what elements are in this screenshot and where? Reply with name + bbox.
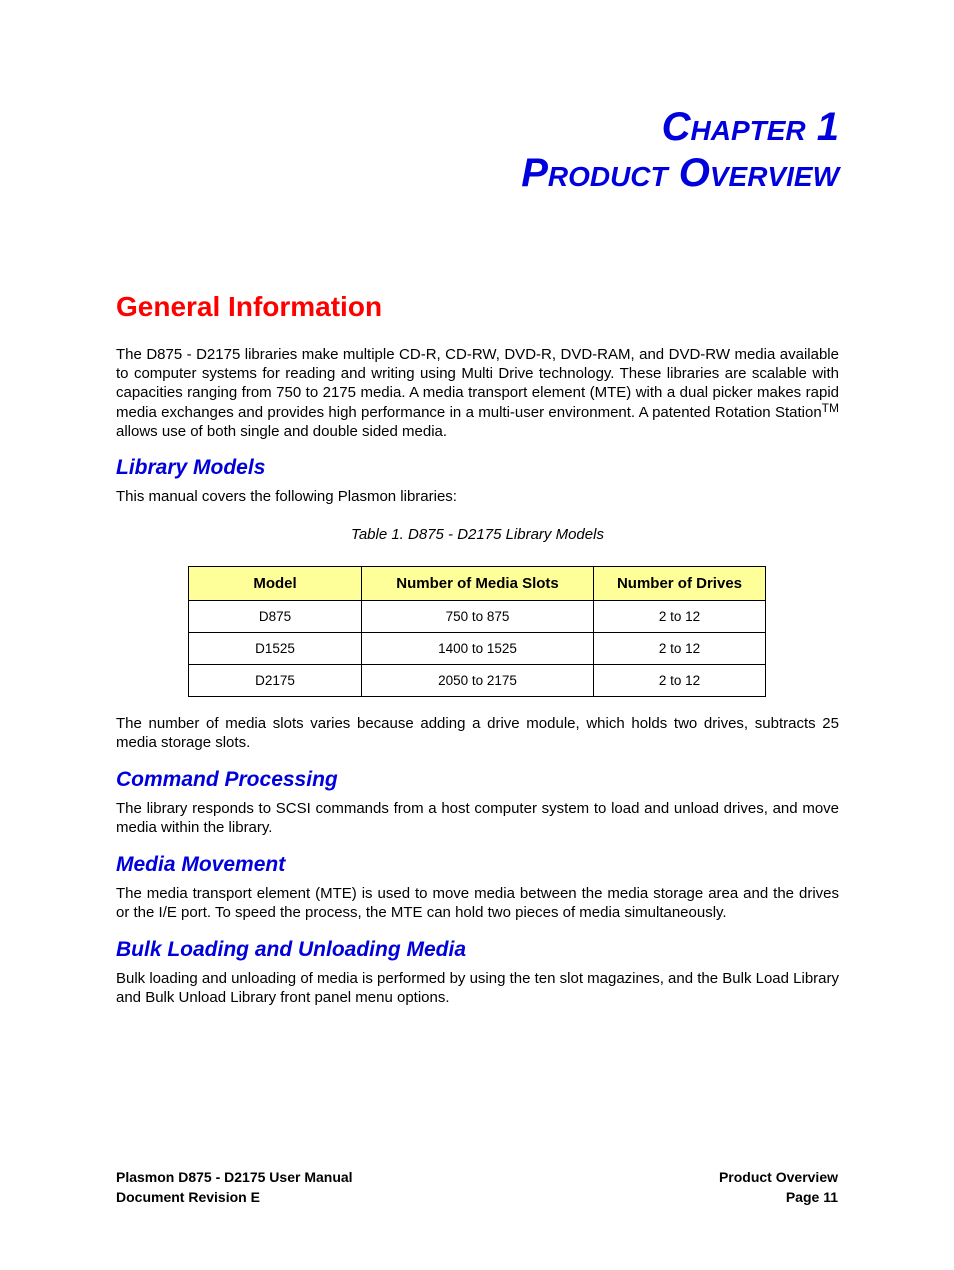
command-processing-heading: Command Processing [116,768,338,791]
column-header: Number of Drives [594,567,766,601]
column-header: Number of Media Slots [362,567,594,601]
media-movement-heading: Media Movement [116,853,286,876]
library-models-intro: This manual covers the following Plasmon libraries: [116,488,457,505]
table-cell: 2 to 12 [594,633,766,665]
table-cell: 2 to 12 [594,665,766,697]
table-row [189,665,766,697]
trademark-symbol: TM [821,400,839,415]
table-cell: 1400 to 1525 [362,633,594,665]
table-row [189,633,766,665]
footer-right [719,1168,838,1207]
footer-page-number: Page 11 [785,1188,838,1205]
footer-revision: Document Revision E [116,1188,260,1205]
general-information-paragraph: The D875 - D2175 libraries make multiple CD-R, CD-RW, DVD-R, DVD-RAM, and DVD-RW media available to computer systems for reading and writing using Multi Drive technology. These libraries are scalable with capacities ranging from 750 to 2175 media. A media transport element (MTE) with a dual picker makes rapid media exchanges and provides high performance in a multi-user environment. A patented Rotation Station™ allows use of both single and double sided media. [116,346,839,440]
library-models-table [188,566,766,697]
chapter-number: Chapter 1 [661,105,839,149]
footer-left [116,1168,353,1207]
table-cell: 2 to 12 [594,601,766,633]
table-caption: Table 1. D875 - D2175 Library Models [351,526,604,543]
media-movement-paragraph: The media transport element (MTE) is used to move media between the media storage area and the drives or the I/E port. To speed the process, the MTE can hold two pieces of media simultaneously. [116,885,839,922]
command-processing-paragraph: The library responds to SCSI commands from a host computer system to load and unload drives, and move media within the library. [116,800,839,837]
table-row [189,601,766,633]
table-cell: 750 to 875 [362,601,594,633]
general-information-heading: General Information [116,291,383,322]
chapter-title [521,104,839,196]
table-cell: 2050 to 2175 [362,665,594,697]
footer-section: Product Overview [718,1169,838,1185]
column-header: Model [189,567,362,601]
table-cell: D2175 [189,665,362,697]
footer-manual-title: Plasmon D875 - D2175 User Manual [116,1169,353,1185]
media-slots-note: The number of media slots varies because adding a drive module, which holds two drives, subtracts 25 media storage slots. [116,715,839,752]
bulk-loading-heading: Bulk Loading and Unloading Media [116,938,466,961]
table-cell: D1525 [189,633,362,665]
table-cell: D875 [189,601,362,633]
table-header-row [189,567,766,601]
library-models-heading: Library Models [116,456,266,479]
bulk-loading-paragraph: Bulk loading and unloading of media is performed by using the ten slot magazines, and the Bulk Load Library and Bulk Unload Library front panel menu options. [116,970,839,1007]
chapter-name: Product Overview [521,151,839,195]
